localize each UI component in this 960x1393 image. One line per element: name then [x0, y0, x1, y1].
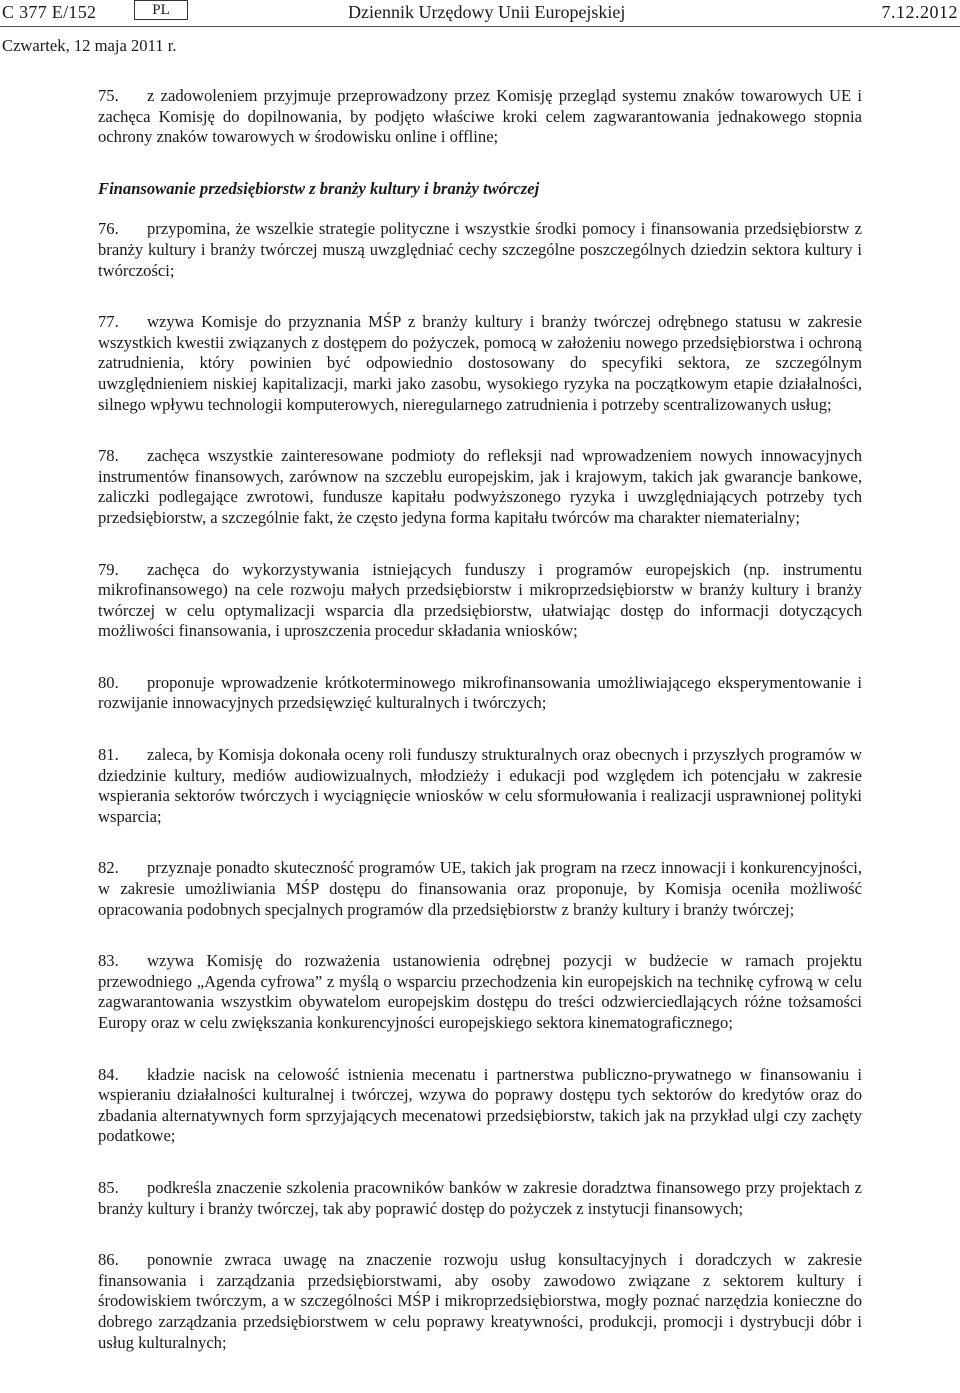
sitting-date: Czwartek, 12 maja 2011 r. — [2, 36, 177, 55]
paragraph-number: 83. — [98, 951, 119, 971]
paragraph-text: kładzie nacisk na celowość istnienia mecenatu i partnerstwa publiczno-prywatnego w finansowaniu i wspieraniu działalności kulturalnej i twórczej, wzywa do poprawy dostępu tych sektorów do kredytów oraz do zbadania alternatywnych form sprzyjających mecenatowi przedsiębiorstw, takich jak na przykład ulgi czy zachęty podatkowe; — [98, 1064, 862, 1146]
document-body — [98, 86, 862, 1353]
paragraph-82 — [98, 858, 862, 920]
header-divider — [0, 26, 960, 27]
paragraph-number: 77. — [98, 312, 119, 332]
paragraph-number: 81. — [98, 745, 119, 765]
paragraph-86 — [98, 1250, 862, 1353]
paragraph-text: zachęca do wykorzystywania istniejących funduszy i programów europejskich (np. instrumentu mikrofinansowego) na cele rozwoju małych przedsiębiorstw i mikroprzedsiębiorstw w branży kultury i branży twórczej w celu optymalizacji wsparcia dla przedsiębiorstw, ułatwiając dostęp do informacji dotyczących możliwości finansowania, i uproszczenia procedur składania wniosków; — [98, 559, 862, 641]
publication-date: 7.12.2012 — [881, 2, 958, 22]
paragraph-number: 78. — [98, 446, 119, 466]
paragraph-number: 82. — [98, 858, 119, 878]
paragraph-text: zaleca, by Komisja dokonała oceny roli funduszy strukturalnych oraz obecnych i przyszłych programów w dziedzinie kultury, mediów audiowizualnych, młodzieży i edukacji pod względem ich potencjału w zakresie wspierania sektorów twórczych i wyciągnięcie wniosków w celu sformułowania i realizacji usprawnionej polityki wsparcia; — [98, 745, 862, 826]
paragraph-number: 84. — [98, 1064, 119, 1084]
paragraph-84 — [98, 1065, 862, 1147]
paragraph-number: 75. — [98, 86, 119, 105]
paragraph-number: 76. — [98, 219, 119, 239]
paragraph-83 — [98, 951, 862, 1033]
paragraph-78 — [98, 446, 862, 528]
paragraph-81 — [98, 745, 862, 827]
journal-title: Dziennik Urzędowy Unii Europejskiej — [348, 2, 626, 22]
journal-reference: C 377 E/152 — [2, 2, 97, 22]
paragraph-text: proponuje wprowadzenie krótkoterminowego mikrofinansowania umożliwiającego eksperymentowanie i rozwijanie innowacyjnych przedsięwzięć kulturalnych i twórczych; — [98, 672, 862, 713]
paragraph-79 — [98, 560, 862, 642]
paragraph-text: podkreśla znaczenie szkolenia pracowników banków w zakresie doradztwa finansowego przy projektach z branży kultury i branży twórczej, tak aby poprawić dostęp do pożyczek z instytucji finansowych; — [98, 1177, 862, 1218]
paragraph-text: zachęca wszystkie zainteresowane podmioty do refleksji nad wprowadzeniem nowych innowacyjnych instrumentów finansowych, zarównow na szczeblu europejskim, jak i krajowym, takich jak gwarancje bankowe, zaliczki podlegające zwrotowi, fundusze kapitału podwyższonego ryzyka i uwzględniających potrzeby tych przedsiębiorstw, a szczególnie fakt, że często jedyna forma kapitału twórców ma charakter niematerialny; — [98, 446, 862, 527]
paragraph-75 — [98, 86, 862, 148]
page-header — [0, 0, 960, 24]
paragraph-text: z zadowoleniem przyjmuje przeprowadzony przez Komisję przegląd systemu znaków towarowych UE i zachęca Komisję do dopilnowania, by podjęto właściwe kroki celem zagwarantowania jednakowego stopnia ochrony znaków towarowych w środowisku online i offline; — [98, 86, 862, 147]
paragraph-number: 85. — [98, 1177, 119, 1197]
paragraph-text: przypomina, że wszelkie strategie polityczne i wszystkie środki pomocy i finansowania przedsiębiorstw z branży kultury i branży twórczej muszą uwzględniać cechy szczególne poszczególnych dziedzin sektora kultury i twórczości; — [98, 219, 862, 280]
paragraph-text: ponownie zwraca uwagę na znaczenie rozwoju usług konsultacyjnych i doradczych w zakresie finansowania i zarządzania przedsiębiorstwami, aby osoby zawodowo związane z sektorem kultury i środowiskiem twórczym, a w szczególności MŚP i mikroprzedsiębiorstwa, mogły poznać narzędzia konieczne do dobrego zarządzania przedsiębiorstwem w celu poprawy kreatywności, produkcji, promocji i dystrybucji dóbr i usług kulturalnych; — [98, 1250, 862, 1352]
language-badge: PL — [134, 0, 188, 20]
paragraph-text: wzywa Komisję do rozważenia ustanowienia odrębnej pozycji w budżecie w ramach projektu przewodniego „Agenda cyfrowa” z myślą o wsparciu przechodzenia kin europejskich na technikę cyfrową w celu zagwarantowania wszystkim obywatelom europejskim dostępu do treści odzwierciedlających różne tożsamości Europy oraz w celu zwiększania konkurencyjności europejskiego sektora kinematograficznego; — [98, 951, 862, 1032]
paragraph-77 — [98, 312, 862, 415]
paragraph-text: przyznaje ponadto skuteczność programów UE, takich jak program na rzecz innowacji i konkurencyjności, w zakresie umożliwiania MŚP dostępu do finansowania oraz proponuje, by Komisja oceniła możliwość opracowania podobnych specjalnych programów dla przedsiębiorstw z branży kultury i branży twórczej; — [98, 858, 862, 919]
paragraph-number: 80. — [98, 672, 119, 692]
paragraph-number: 86. — [98, 1250, 119, 1270]
paragraph-80 — [98, 673, 862, 714]
paragraph-76 — [98, 219, 862, 281]
paragraph-text: wzywa Komisje do przyznania MŚP z branży kultury i branży twórczej odrębnego statusu w zakresie wszystkich kwestii związanych z dostępem do pożyczek, pomocą w założeniu nowego przedsiębiorstwa i ochroną zatrudnienia, który powinien być odpowiednio dostosowany do specyfiki sektora, ze szczególnym uwzględnieniem niskiej kapitalizacji, marki jako zasobu, wysokiego ryzyka na początkowym etapie działalności, silnego wpływu technologii komputerowych, nieregularnego zatrudnienia i potrzeby scentralizowanych usług; — [98, 312, 862, 414]
section-heading: Finansowanie przedsiębiorstw z branży kultury i branży twórczej — [98, 178, 540, 198]
paragraph-number: 79. — [98, 559, 119, 579]
paragraph-85 — [98, 1178, 862, 1219]
